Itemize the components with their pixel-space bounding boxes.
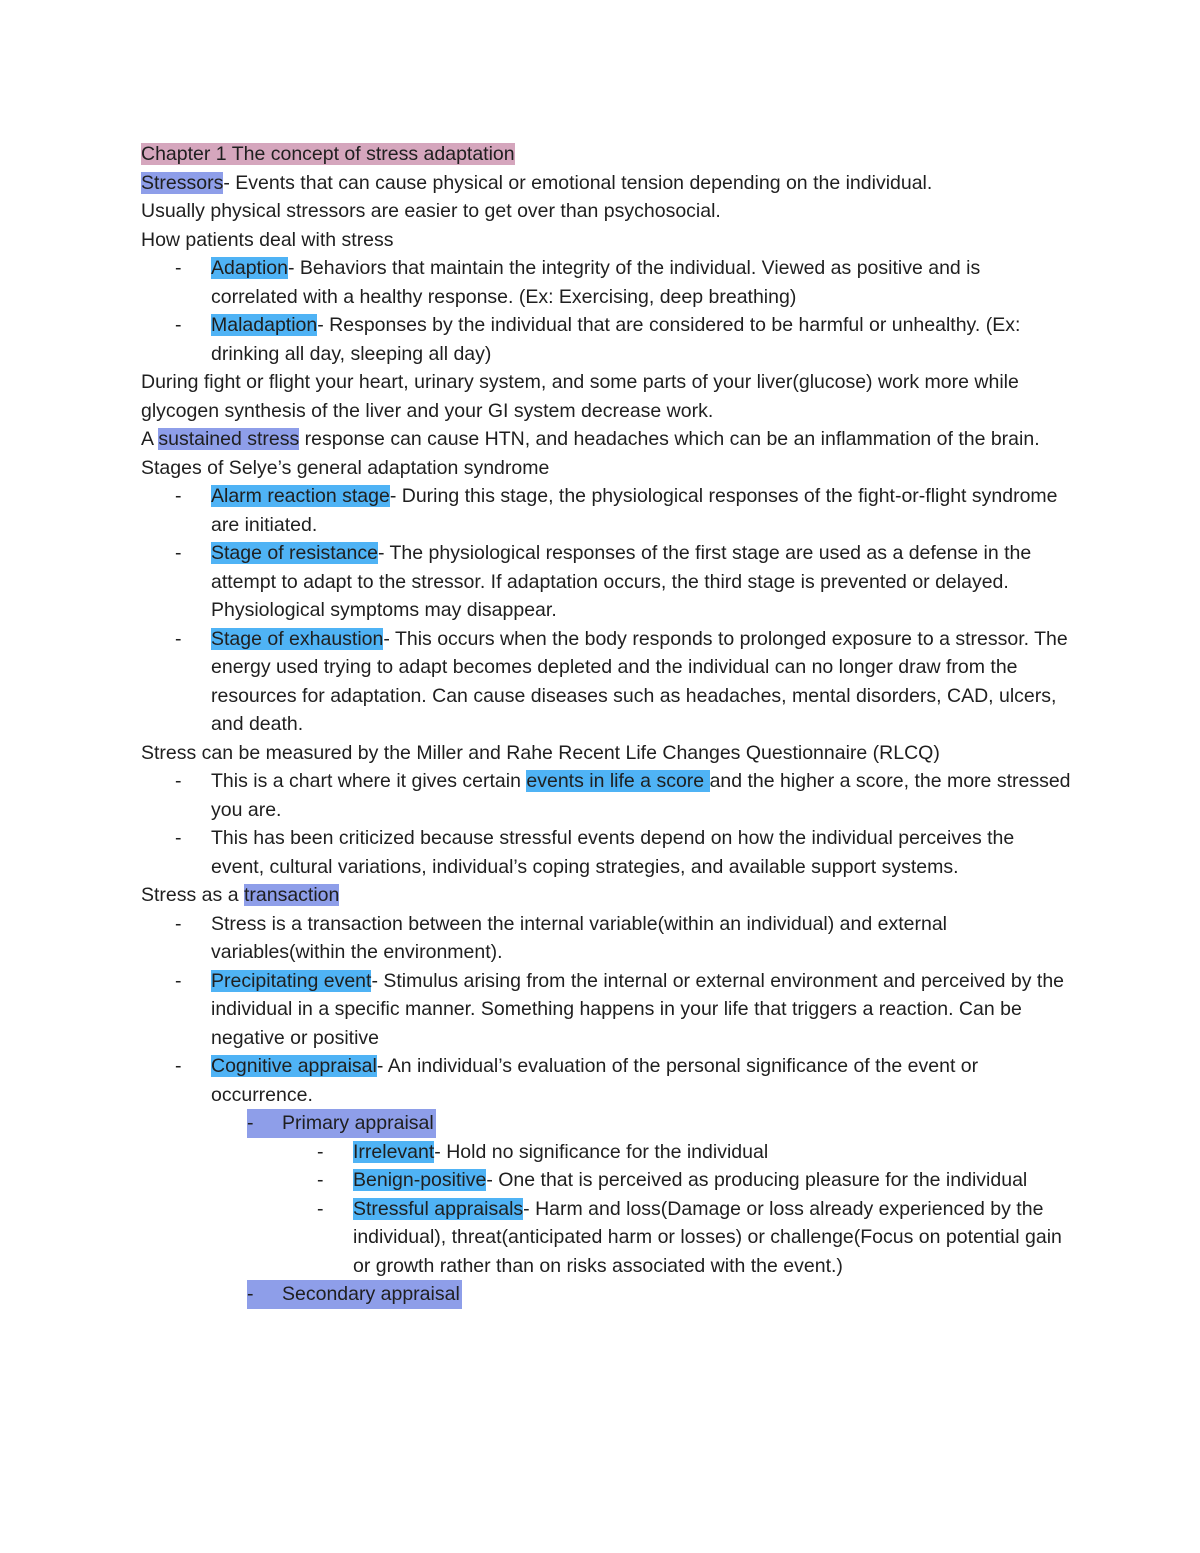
list-item: [141, 967, 1071, 1053]
bullet-dash: -: [247, 1112, 254, 1134]
bullet-dash: -: [247, 1283, 254, 1305]
list-item: [141, 767, 1071, 824]
bullet-dash: -: [175, 827, 182, 849]
resistance-stage-term: Stage of resistance: [211, 542, 378, 564]
transaction-term: transaction: [243, 884, 340, 906]
bullet-dash: -: [175, 1055, 182, 1077]
fight-flight-paragraph: During fight or flight your heart, urinary system, and some parts of your liver(glucose) work more while glycogen synthesis of the liver and your GI system decrease work.: [141, 371, 1019, 422]
stressors-term: Stressors: [141, 171, 224, 194]
bullet-dash: -: [317, 1169, 324, 1191]
benign-positive-text: - One that is perceived as producing pleasure for the individual: [486, 1169, 1028, 1191]
benign-positive-term: Benign-positive: [353, 1169, 487, 1191]
bullet-dash: -: [317, 1140, 324, 1163]
bullet-dash: -: [175, 257, 182, 279]
list-item: [141, 1052, 1071, 1109]
secondary-appraisal-label: Secondary appraisal: [282, 1283, 460, 1305]
list-item: [141, 625, 1071, 739]
document-body: [141, 140, 1071, 1309]
maladaption-text: - Responses by the individual that are considered to be harmful or unhealthy. (Ex: drinking all day, sleeping all day): [211, 314, 1021, 365]
rlcq-heading: Stress can be measured by the Miller and Rahe Recent Life Changes Questionnaire (RLCQ): [141, 741, 940, 764]
stressors-definition: - Events that can cause physical or emotional tension depending on the individual.: [223, 171, 933, 194]
chapter-title-text: Chapter 1 The concept of stress adaptation: [141, 143, 515, 165]
adaption-text: - Behaviors that maintain the integrity of the individual. Viewed as positive and is correlated with a healthy response. (Ex: Exercising, deep breathing): [211, 257, 981, 308]
events-score-term: events in life a score: [526, 770, 710, 792]
bullet-dash: -: [175, 912, 182, 935]
primary-appraisal-highlight: [247, 1109, 436, 1138]
resistance-stage-text: - The physiological responses of the first stage are used as a defense in the attempt to adapt to the stressor. If adaptation occurs, the third stage is prevented or delayed. Physiological symptoms may disappear.: [211, 542, 1032, 621]
alarm-stage-term: Alarm reaction stage: [211, 485, 390, 507]
adaption-term: Adaption: [211, 257, 288, 279]
sustained-stress-paragraph: [141, 425, 1071, 454]
list-item: [141, 1166, 1071, 1195]
cognitive-appraisal-term: Cognitive appraisal: [211, 1055, 377, 1077]
list-item: [141, 1195, 1071, 1281]
precipitating-event-term: Precipitating event: [211, 969, 372, 992]
list-item: [141, 910, 1071, 967]
bullet-dash: -: [175, 542, 182, 564]
exhaustion-stage-term: Stage of exhaustion: [211, 627, 384, 650]
list-item: [141, 482, 1071, 539]
transaction-first: Stress is a transaction between the internal variable(within an individual) and external variables(within the environment).: [211, 912, 947, 963]
transaction-heading: [141, 881, 1071, 910]
secondary-appraisal-highlight: [247, 1280, 462, 1309]
selye-heading: Stages of Selye’s general adaptation syndrome: [141, 456, 550, 479]
list-item: [141, 311, 1071, 368]
rlcq-first-post: and the higher a score, the more stressed you are.: [211, 770, 1071, 821]
alarm-stage-text: - During this stage, the physiological responses of the fight-or-flight syndrome are initiated.: [211, 485, 1058, 536]
bullet-dash: -: [317, 1197, 324, 1220]
stressful-appraisals-term: Stressful appraisals: [353, 1197, 524, 1220]
primary-appraisal-item: [141, 1109, 1071, 1138]
rlcq-second: This has been criticized because stressful events depend on how the individual perceives the event, cultural variations, individual’s coping strategies, and available support systems.: [211, 827, 1015, 878]
primary-appraisal-label: Primary appraisal: [282, 1112, 434, 1134]
stressors-note: Usually physical stressors are easier to get over than psychosocial.: [141, 200, 721, 222]
bullet-dash: -: [175, 627, 182, 650]
precipitating-event-text: - Stimulus arising from the internal or external environment and perceived by the individual in a specific manner. Something happens in your life that triggers a reaction. Can be negative or positive: [211, 969, 1065, 1049]
secondary-appraisal-item: [141, 1280, 1071, 1309]
chapter-title: [141, 140, 1071, 169]
stressors-paragraph: [141, 169, 1071, 226]
sustained-stress-term: sustained stress: [158, 428, 300, 450]
bullet-dash: -: [175, 485, 182, 507]
rlcq-first-pre: This is a chart where it gives certain: [211, 770, 527, 792]
list-item: [141, 1138, 1071, 1167]
list-item: [141, 254, 1071, 311]
bullet-dash: -: [175, 770, 182, 792]
irrelevant-term: Irrelevant: [353, 1140, 435, 1163]
exhaustion-stage-text: - This occurs when the body responds to prolonged exposure to a stressor. The energy used trying to adapt becomes depleted and the individual can no longer draw from the resources for adaptation. Can cause diseases such as headaches, mental disorders, CAD, ulcers, and death.: [211, 627, 1068, 735]
maladaption-term: Maladaption: [211, 314, 318, 336]
irrelevant-text: - Hold no significance for the individual: [434, 1140, 769, 1163]
bullet-dash: -: [175, 314, 182, 336]
transaction-pre: Stress as a: [141, 884, 244, 906]
sustained-pre: A: [141, 428, 159, 450]
stressful-appraisals-text: - Harm and loss(Damage or loss already experienced by the individual), threat(anticipated harm or losses) or challenge(Focus on potential gain or growth rather than on risks associated with the event.): [353, 1197, 1062, 1277]
list-item: [141, 824, 1071, 881]
bullet-dash: -: [175, 969, 182, 992]
deal-heading: How patients deal with stress: [141, 228, 394, 251]
list-item: [141, 539, 1071, 625]
cognitive-appraisal-text: - An individual’s evaluation of the personal significance of the event or occurrence.: [211, 1055, 979, 1106]
sustained-post: response can cause HTN, and headaches which can be an inflammation of the brain.: [299, 428, 1040, 450]
